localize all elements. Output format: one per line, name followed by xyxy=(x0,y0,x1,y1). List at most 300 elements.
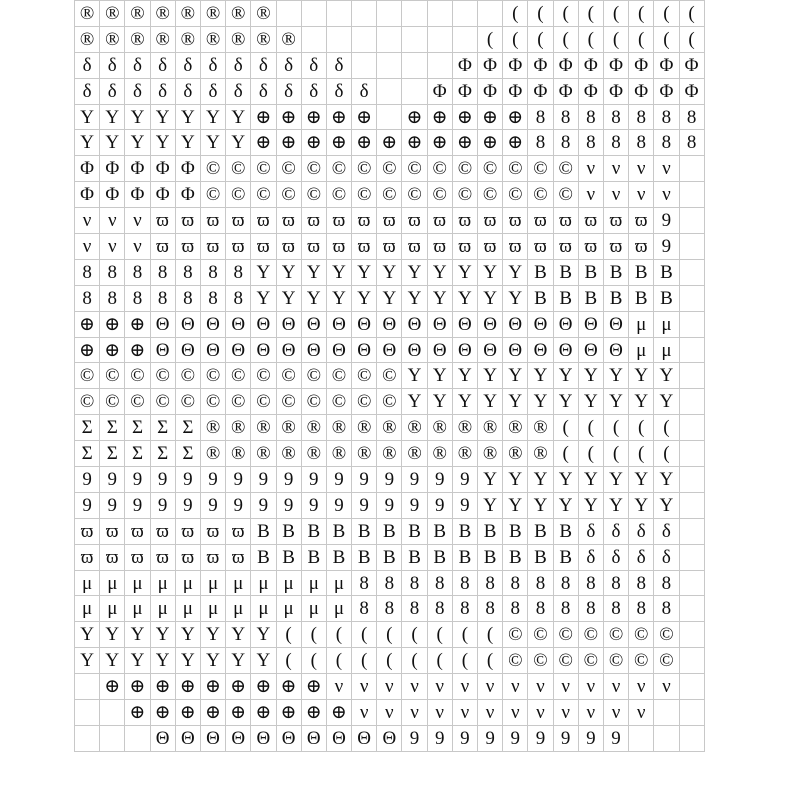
grid-cell: 8 xyxy=(427,570,452,596)
grid-cell: ϖ xyxy=(478,234,503,260)
grid-cell: ( xyxy=(629,441,654,467)
grid-cell xyxy=(452,26,477,52)
grid-cell: © xyxy=(402,156,427,182)
grid-cell: Y xyxy=(629,467,654,493)
grid-cell: Y xyxy=(150,622,175,648)
grid-cell: ⊕ xyxy=(251,674,276,700)
grid-cell: μ xyxy=(175,596,200,622)
grid-cell: 8 xyxy=(402,596,427,622)
grid-cell: ⊕ xyxy=(100,311,125,337)
grid-cell: Φ xyxy=(75,182,100,208)
grid-cell: 9 xyxy=(654,234,679,260)
grid-cell: Y xyxy=(200,130,225,156)
grid-cell: Y xyxy=(75,104,100,130)
grid-cell xyxy=(679,234,704,260)
grid-cell: 8 xyxy=(603,104,628,130)
grid-cell: Y xyxy=(226,622,251,648)
grid-cell: ⊕ xyxy=(478,130,503,156)
grid-cell: 8 xyxy=(629,130,654,156)
grid-cell: ϖ xyxy=(629,234,654,260)
grid-cell: 9 xyxy=(452,467,477,493)
grid-cell: ( xyxy=(276,648,301,674)
grid-cell: μ xyxy=(629,337,654,363)
grid-cell: Y xyxy=(578,389,603,415)
grid-cell: ( xyxy=(654,441,679,467)
grid-cell: ⊕ xyxy=(100,337,125,363)
grid-cell: B xyxy=(326,544,351,570)
grid-cell: ϖ xyxy=(200,208,225,234)
grid-row xyxy=(75,441,705,467)
grid-cell: ϖ xyxy=(175,208,200,234)
grid-row xyxy=(75,570,705,596)
grid-cell: ν xyxy=(452,674,477,700)
grid-cell: Θ xyxy=(226,337,251,363)
grid-cell: ν xyxy=(578,700,603,726)
grid-cell: ⊕ xyxy=(402,104,427,130)
grid-cell: Y xyxy=(75,648,100,674)
grid-cell: © xyxy=(452,156,477,182)
grid-cell: B xyxy=(578,259,603,285)
grid-cell: Y xyxy=(603,492,628,518)
grid-cell: Y xyxy=(452,363,477,389)
grid-cell: © xyxy=(478,182,503,208)
grid-cell: Y xyxy=(276,259,301,285)
grid-cell: © xyxy=(427,182,452,208)
grid-cell: Φ xyxy=(629,52,654,78)
grid-cell: ® xyxy=(200,415,225,441)
grid-cell: Θ xyxy=(301,725,326,751)
grid-cell: 9 xyxy=(125,492,150,518)
grid-cell: ν xyxy=(629,700,654,726)
grid-cell: 9 xyxy=(301,467,326,493)
grid-cell: ( xyxy=(629,26,654,52)
grid-cell: Θ xyxy=(326,725,351,751)
grid-cell: ϖ xyxy=(603,208,628,234)
grid-cell: Θ xyxy=(478,337,503,363)
grid-cell: B xyxy=(578,285,603,311)
grid-cell: 8 xyxy=(528,596,553,622)
grid-cell: © xyxy=(528,156,553,182)
grid-cell: ν xyxy=(75,234,100,260)
grid-cell xyxy=(427,52,452,78)
grid-row xyxy=(75,415,705,441)
grid-cell: Φ xyxy=(603,78,628,104)
grid-cell: ( xyxy=(629,415,654,441)
grid-cell: Σ xyxy=(150,441,175,467)
grid-cell: 8 xyxy=(503,570,528,596)
grid-row xyxy=(75,622,705,648)
grid-cell: Y xyxy=(553,467,578,493)
grid-cell xyxy=(679,518,704,544)
grid-cell: © xyxy=(629,648,654,674)
grid-cell: 9 xyxy=(125,467,150,493)
grid-cell: 8 xyxy=(377,570,402,596)
grid-row xyxy=(75,518,705,544)
grid-cell: Y xyxy=(503,389,528,415)
grid-cell: 8 xyxy=(629,570,654,596)
grid-cell: ϖ xyxy=(200,544,225,570)
grid-cell: Φ xyxy=(553,52,578,78)
grid-cell: © xyxy=(352,182,377,208)
grid-cell: ⊕ xyxy=(478,104,503,130)
grid-cell: ϖ xyxy=(629,208,654,234)
grid-cell xyxy=(352,52,377,78)
grid-cell: Y xyxy=(251,648,276,674)
grid-cell: ® xyxy=(125,1,150,27)
grid-cell: 9 xyxy=(150,467,175,493)
grid-cell: © xyxy=(402,182,427,208)
grid-cell: Φ xyxy=(578,78,603,104)
grid-cell: Y xyxy=(352,259,377,285)
grid-cell: ® xyxy=(528,441,553,467)
grid-cell: Θ xyxy=(326,337,351,363)
grid-cell: 9 xyxy=(377,467,402,493)
symbol-grid xyxy=(74,0,705,752)
grid-cell: © xyxy=(301,156,326,182)
grid-cell: 9 xyxy=(175,492,200,518)
grid-cell: Φ xyxy=(654,78,679,104)
grid-cell: 8 xyxy=(150,259,175,285)
grid-cell xyxy=(679,337,704,363)
grid-cell: 9 xyxy=(654,208,679,234)
grid-cell: ( xyxy=(402,622,427,648)
grid-cell xyxy=(679,389,704,415)
grid-cell xyxy=(377,1,402,27)
grid-cell: Y xyxy=(100,622,125,648)
grid-cell: ϖ xyxy=(402,234,427,260)
grid-cell: Θ xyxy=(352,311,377,337)
grid-cell: δ xyxy=(326,78,351,104)
grid-cell: © xyxy=(125,389,150,415)
grid-row xyxy=(75,1,705,27)
grid-cell: ν xyxy=(352,674,377,700)
grid-cell: 8 xyxy=(200,285,225,311)
grid-cell: δ xyxy=(125,78,150,104)
grid-cell xyxy=(352,26,377,52)
grid-cell: ® xyxy=(301,415,326,441)
grid-cell: Θ xyxy=(251,337,276,363)
grid-cell xyxy=(377,78,402,104)
grid-cell: B xyxy=(553,259,578,285)
grid-cell xyxy=(679,285,704,311)
grid-cell: © xyxy=(326,182,351,208)
grid-cell: δ xyxy=(301,78,326,104)
grid-cell: Θ xyxy=(553,337,578,363)
grid-cell: Φ xyxy=(654,52,679,78)
grid-cell: ν xyxy=(528,674,553,700)
grid-cell: Φ xyxy=(528,52,553,78)
grid-cell: ϖ xyxy=(528,208,553,234)
grid-cell: © xyxy=(478,156,503,182)
grid-cell: Θ xyxy=(427,311,452,337)
grid-cell: μ xyxy=(276,570,301,596)
grid-cell: ν xyxy=(377,674,402,700)
grid-cell: Θ xyxy=(326,311,351,337)
grid-cell: 9 xyxy=(326,467,351,493)
grid-cell: B xyxy=(377,544,402,570)
grid-cell: Θ xyxy=(150,337,175,363)
grid-cell xyxy=(679,544,704,570)
grid-cell xyxy=(377,104,402,130)
grid-cell: δ xyxy=(200,52,225,78)
grid-cell: 8 xyxy=(100,259,125,285)
grid-cell xyxy=(402,1,427,27)
grid-cell xyxy=(100,725,125,751)
grid-cell: ( xyxy=(377,648,402,674)
grid-cell: δ xyxy=(603,544,628,570)
grid-cell: ( xyxy=(326,648,351,674)
grid-cell xyxy=(352,1,377,27)
grid-cell: B xyxy=(629,259,654,285)
grid-cell: Σ xyxy=(125,441,150,467)
grid-cell: 8 xyxy=(654,596,679,622)
grid-cell: ( xyxy=(578,26,603,52)
grid-cell: ® xyxy=(200,1,225,27)
grid-cell: δ xyxy=(654,518,679,544)
grid-cell: ν xyxy=(629,674,654,700)
grid-cell xyxy=(75,725,100,751)
grid-cell: ν xyxy=(654,674,679,700)
grid-cell: © xyxy=(200,156,225,182)
grid-cell xyxy=(75,674,100,700)
grid-cell: ν xyxy=(528,700,553,726)
grid-cell: Σ xyxy=(175,441,200,467)
grid-row xyxy=(75,259,705,285)
grid-cell: Θ xyxy=(528,337,553,363)
grid-cell: ⊕ xyxy=(427,130,452,156)
grid-cell xyxy=(679,259,704,285)
grid-cell: Φ xyxy=(679,52,704,78)
grid-cell: B xyxy=(629,285,654,311)
grid-row xyxy=(75,156,705,182)
grid-cell: ϖ xyxy=(226,544,251,570)
grid-cell: 9 xyxy=(352,492,377,518)
grid-cell: 8 xyxy=(578,596,603,622)
grid-cell: ® xyxy=(377,415,402,441)
grid-cell: © xyxy=(226,182,251,208)
grid-cell: ϖ xyxy=(125,518,150,544)
grid-cell xyxy=(679,311,704,337)
grid-cell: 8 xyxy=(654,104,679,130)
grid-cell: ® xyxy=(427,415,452,441)
grid-cell: Φ xyxy=(503,52,528,78)
grid-cell: ® xyxy=(478,441,503,467)
grid-cell: Σ xyxy=(125,415,150,441)
grid-cell: B xyxy=(654,259,679,285)
grid-cell: ® xyxy=(276,415,301,441)
grid-cell: © xyxy=(200,363,225,389)
grid-cell: Y xyxy=(402,389,427,415)
grid-cell: ν xyxy=(402,700,427,726)
grid-cell: Y xyxy=(200,104,225,130)
grid-cell: Φ xyxy=(100,182,125,208)
grid-cell: Θ xyxy=(200,311,225,337)
grid-cell: ϖ xyxy=(75,544,100,570)
grid-cell xyxy=(679,415,704,441)
grid-cell: Θ xyxy=(251,725,276,751)
grid-cell: ⊕ xyxy=(125,674,150,700)
grid-row xyxy=(75,700,705,726)
grid-cell: © xyxy=(578,648,603,674)
grid-cell: ⊕ xyxy=(301,700,326,726)
grid-cell: © xyxy=(352,156,377,182)
grid-cell: B xyxy=(503,544,528,570)
grid-cell: δ xyxy=(578,544,603,570)
grid-cell: Y xyxy=(578,363,603,389)
grid-cell: Θ xyxy=(578,337,603,363)
grid-cell: © xyxy=(226,363,251,389)
grid-cell: Y xyxy=(251,622,276,648)
grid-cell: © xyxy=(654,648,679,674)
grid-cell: Y xyxy=(452,285,477,311)
grid-cell: 8 xyxy=(478,596,503,622)
grid-cell: Y xyxy=(503,492,528,518)
grid-cell: Y xyxy=(528,467,553,493)
grid-cell: ν xyxy=(553,700,578,726)
grid-cell: © xyxy=(578,622,603,648)
grid-cell: Y xyxy=(553,363,578,389)
grid-cell: μ xyxy=(629,311,654,337)
grid-cell: ® xyxy=(301,441,326,467)
grid-cell: ® xyxy=(352,441,377,467)
grid-cell: © xyxy=(276,389,301,415)
grid-cell: B xyxy=(402,544,427,570)
grid-cell: ϖ xyxy=(377,208,402,234)
grid-cell: δ xyxy=(629,518,654,544)
grid-cell: μ xyxy=(75,570,100,596)
grid-cell: ⊕ xyxy=(75,337,100,363)
grid-cell: 9 xyxy=(301,492,326,518)
grid-cell: δ xyxy=(578,518,603,544)
grid-cell: μ xyxy=(150,596,175,622)
grid-cell: ⊕ xyxy=(276,130,301,156)
grid-cell: Y xyxy=(478,467,503,493)
grid-cell: μ xyxy=(251,596,276,622)
grid-cell: ® xyxy=(226,26,251,52)
grid-cell xyxy=(100,700,125,726)
grid-cell xyxy=(629,725,654,751)
grid-cell: B xyxy=(251,544,276,570)
grid-cell: © xyxy=(629,622,654,648)
grid-cell: Θ xyxy=(352,725,377,751)
grid-cell: ϖ xyxy=(150,234,175,260)
grid-cell: Θ xyxy=(377,725,402,751)
grid-cell: ⊕ xyxy=(125,311,150,337)
grid-cell: ν xyxy=(603,156,628,182)
grid-cell: Φ xyxy=(553,78,578,104)
grid-cell: ( xyxy=(553,415,578,441)
grid-cell: B xyxy=(528,259,553,285)
grid-cell: Y xyxy=(226,130,251,156)
grid-cell: Y xyxy=(75,622,100,648)
grid-cell: ν xyxy=(578,156,603,182)
grid-cell: Y xyxy=(528,363,553,389)
grid-cell: ( xyxy=(603,1,628,27)
grid-cell: B xyxy=(427,518,452,544)
grid-cell: ( xyxy=(402,648,427,674)
grid-cell: ϖ xyxy=(503,208,528,234)
grid-cell: ν xyxy=(75,208,100,234)
grid-cell: ⊕ xyxy=(200,674,225,700)
grid-cell: ( xyxy=(654,415,679,441)
grid-cell: μ xyxy=(251,570,276,596)
grid-cell: Y xyxy=(402,259,427,285)
grid-cell: δ xyxy=(251,52,276,78)
grid-cell: Y xyxy=(578,492,603,518)
grid-cell: Y xyxy=(603,363,628,389)
grid-cell: ϖ xyxy=(326,208,351,234)
grid-cell: © xyxy=(553,156,578,182)
grid-cell: Θ xyxy=(251,311,276,337)
grid-row xyxy=(75,467,705,493)
grid-cell: 8 xyxy=(553,570,578,596)
grid-cell: B xyxy=(301,518,326,544)
grid-cell: B xyxy=(478,518,503,544)
grid-cell: δ xyxy=(301,52,326,78)
grid-cell: μ xyxy=(100,570,125,596)
grid-cell: Φ xyxy=(427,78,452,104)
grid-cell: 8 xyxy=(654,570,679,596)
grid-cell: Y xyxy=(654,467,679,493)
grid-cell: © xyxy=(251,156,276,182)
grid-cell: ν xyxy=(427,674,452,700)
grid-cell: ϖ xyxy=(377,234,402,260)
grid-cell: δ xyxy=(150,78,175,104)
grid-cell: μ xyxy=(654,337,679,363)
grid-cell: 9 xyxy=(200,492,225,518)
grid-cell: ® xyxy=(478,415,503,441)
grid-cell: ( xyxy=(528,26,553,52)
grid-row xyxy=(75,78,705,104)
grid-cell: ⊕ xyxy=(75,311,100,337)
grid-cell: ® xyxy=(427,441,452,467)
grid-cell: ϖ xyxy=(125,544,150,570)
grid-cell: ϖ xyxy=(175,234,200,260)
grid-cell: B xyxy=(276,544,301,570)
grid-cell xyxy=(654,700,679,726)
grid-cell: Θ xyxy=(175,725,200,751)
grid-cell: ⊕ xyxy=(226,674,251,700)
grid-cell: © xyxy=(75,389,100,415)
grid-cell: δ xyxy=(175,78,200,104)
grid-cell: ⊕ xyxy=(326,130,351,156)
grid-cell: Y xyxy=(200,648,225,674)
grid-cell: 8 xyxy=(226,285,251,311)
grid-cell: ® xyxy=(276,441,301,467)
grid-cell: Θ xyxy=(301,311,326,337)
grid-cell: Y xyxy=(251,285,276,311)
grid-cell: Φ xyxy=(175,182,200,208)
grid-cell: 8 xyxy=(578,104,603,130)
grid-cell xyxy=(301,1,326,27)
grid-cell: 9 xyxy=(251,467,276,493)
grid-cell: ® xyxy=(326,441,351,467)
grid-cell: 8 xyxy=(75,285,100,311)
grid-cell: Y xyxy=(528,389,553,415)
grid-cell: 9 xyxy=(377,492,402,518)
grid-cell: ( xyxy=(578,415,603,441)
grid-cell: 8 xyxy=(629,104,654,130)
grid-cell: δ xyxy=(200,78,225,104)
grid-row xyxy=(75,648,705,674)
grid-cell: ® xyxy=(402,415,427,441)
grid-cell: Θ xyxy=(276,311,301,337)
grid-cell: 8 xyxy=(100,285,125,311)
grid-cell: ϖ xyxy=(226,518,251,544)
grid-cell: © xyxy=(100,389,125,415)
grid-cell: Y xyxy=(150,648,175,674)
grid-cell: ⊕ xyxy=(301,104,326,130)
